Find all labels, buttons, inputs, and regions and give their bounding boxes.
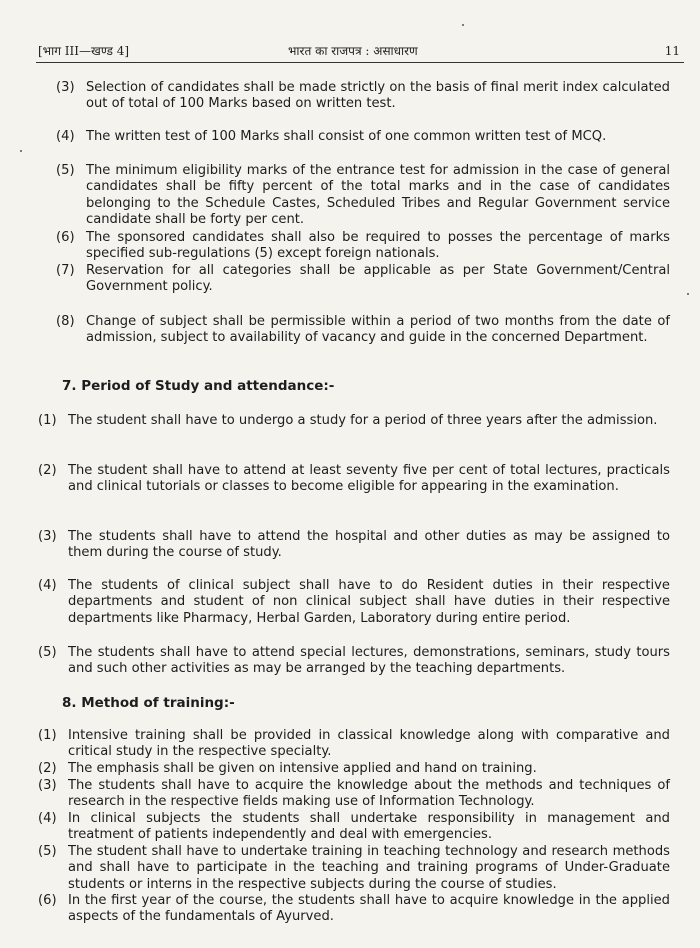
scan-speck	[20, 150, 22, 152]
section-8-heading: 8. Method of training:-	[62, 695, 235, 711]
page-header	[38, 42, 680, 62]
part-section-label: [भाग III—खण्ड 4]	[38, 44, 130, 58]
header-rule	[36, 62, 684, 63]
section-8-item-5: (5) The student shall have to undertake training in teaching technology and research methods and shall have to participate in the teaching and training programs of Under-Graduate students or interns in the respective subjects during the course of studies.	[38, 844, 670, 892]
page-number: 11	[664, 44, 680, 58]
scan-speck	[687, 293, 689, 295]
section-7-item-5: (5) The students shall have to attend special lectures, demonstrations, seminars, study tours and such other activities as may be arranged by the teaching departments.	[38, 645, 670, 677]
section-7-item-1: (1) The student shall have to undergo a study for a period of three years after the admission.	[38, 413, 658, 428]
admission-clause-6: (6) The sponsored candidates shall also be required to posses the percentage of marks specified sub-regulations (5) except foreign nationals.	[56, 230, 670, 262]
admission-clause-5: (5) The minimum eligibility marks of the entrance test for admission in the case of general candidates shall be fifty percent of the total marks and in the case of candidates belonging to the Schedule Castes, Scheduled Tribes and Regular Government service candidate shall be forty per cent.	[56, 163, 670, 228]
section-7-item-4: (4) The students of clinical subject shall have to do Resident duties in their respective departments and student of non clinical subject shall have duties in their respective departments like Pharmacy, Herbal Garden, Laboratory during entire period.	[38, 578, 670, 626]
section-8-item-1: (1) Intensive training shall be provided in classical knowledge along with comparative and critical study in the respective specialty.	[38, 728, 670, 760]
admission-clause-3: (3) Selection of candidates shall be made strictly on the basis of final merit index calculated out of total of 100 Marks based on written test.	[56, 80, 670, 112]
section-7-item-3: (3) The students shall have to attend the hospital and other duties as may be assigned to them during the course of study.	[38, 529, 670, 561]
scan-speck	[462, 24, 464, 26]
gazette-title: भारत का राजपत्र : असाधारण	[288, 44, 418, 58]
section-8-item-4: (4) In clinical subjects the students shall undertake responsibility in management and treatment of patients independently and deal with emergencies.	[38, 811, 670, 843]
section-8-item-2: (2) The emphasis shall be given on intensive applied and hand on training.	[38, 761, 537, 776]
admission-clause-4: (4) The written test of 100 Marks shall consist of one common written test of MCQ.	[56, 129, 607, 144]
section-8-item-3: (3) The students shall have to acquire the knowledge about the methods and techniques of research in the respective fields making use of Information Technology.	[38, 778, 670, 810]
admission-clause-7: (7) Reservation for all categories shall be applicable as per State Government/Central Government policy.	[56, 263, 670, 295]
section-7-item-2: (2) The student shall have to attend at least seventy five per cent of total lectures, practicals and clinical tutorials or classes to become eligible for appearing in the examination.	[38, 463, 670, 495]
admission-clause-8: (8) Change of subject shall be permissible within a period of two months from the date of admission, subject to availability of vacancy and guide in the concerned Department.	[56, 314, 670, 346]
section-7-heading: 7. Period of Study and attendance:-	[62, 378, 335, 394]
section-8-item-6: (6) In the first year of the course, the students shall have to acquire knowledge in the applied aspects of the fundamentals of Ayurved.	[38, 893, 670, 925]
